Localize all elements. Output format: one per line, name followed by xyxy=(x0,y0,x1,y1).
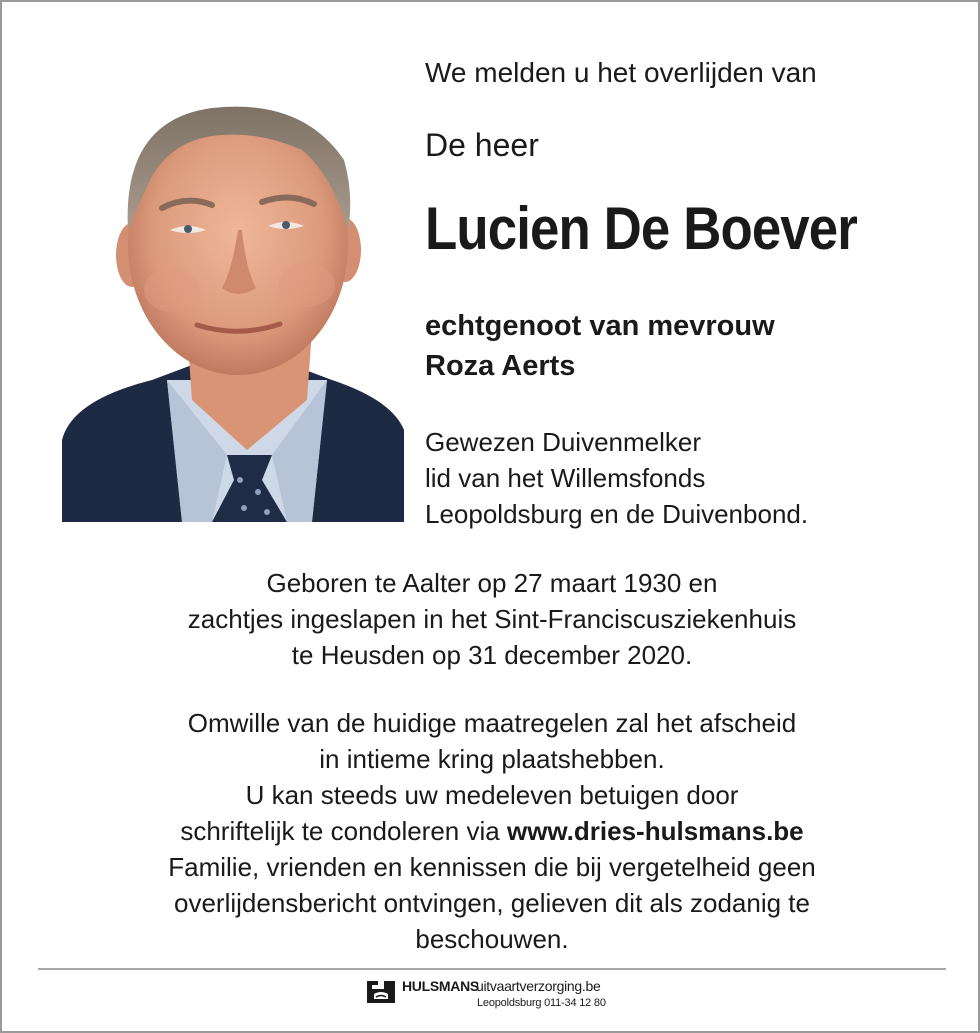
condolence-link[interactable]: www.dries-hulsmans.be xyxy=(506,816,804,846)
spouse-line-1: echtgenoot van mevrouw xyxy=(425,310,775,342)
bio-line-2: lid van het Willemsfonds xyxy=(425,463,706,493)
spouse-block xyxy=(425,306,775,386)
notice-line-4-prefix: schriftelijk te condoleren via xyxy=(180,816,500,846)
bio-block xyxy=(425,424,808,532)
notice-line-1: Omwille van de huidige maatregelen zal het afscheid xyxy=(187,708,797,738)
bio-line-3: Leopoldsburg en de Duivenbond. xyxy=(425,499,809,529)
notice-line-2: in intieme kring plaatshebben. xyxy=(319,744,665,774)
footer-brand-url[interactable]: uitvaartverzorging.be xyxy=(476,978,601,994)
notice-line-6: overlijdensbericht ontvingen, gelieven dit als zodanig te xyxy=(174,888,810,918)
footer-brand: HULSMANS xyxy=(402,978,479,994)
born-line-2: zachtjes ingeslapen in het Sint-Franciscusziekenhuis xyxy=(187,604,797,634)
notice-line-4 xyxy=(2,813,980,849)
notice-line-5: Familie, vrienden en kennissen die bij vergetelheid geen xyxy=(168,852,816,882)
birth-death-block xyxy=(2,565,980,673)
notice-block xyxy=(2,705,980,957)
intro-text: We melden u het overlijden van xyxy=(425,57,817,88)
bio-line-1: Gewezen Duivenmelker xyxy=(425,427,702,457)
hulsmans-logo-icon xyxy=(364,977,398,1007)
notice-line-3: U kan steeds uw medeleven betuigen door xyxy=(245,780,739,810)
notice-line-7: beschouwen. xyxy=(415,924,569,954)
footer-divider xyxy=(38,968,946,970)
footer-contact: Leopoldsburg 011-34 12 80 xyxy=(477,997,606,1009)
born-line-1: Geboren te Aalter op 27 maart 1930 en xyxy=(266,568,718,598)
spouse-line-2: Roza Aerts xyxy=(425,350,576,382)
salutation: De heer xyxy=(425,127,539,163)
deceased-name: Lucien De Boever xyxy=(425,195,857,262)
portrait-photo xyxy=(62,80,404,522)
born-line-3: te Heusden op 31 december 2020. xyxy=(291,640,693,670)
